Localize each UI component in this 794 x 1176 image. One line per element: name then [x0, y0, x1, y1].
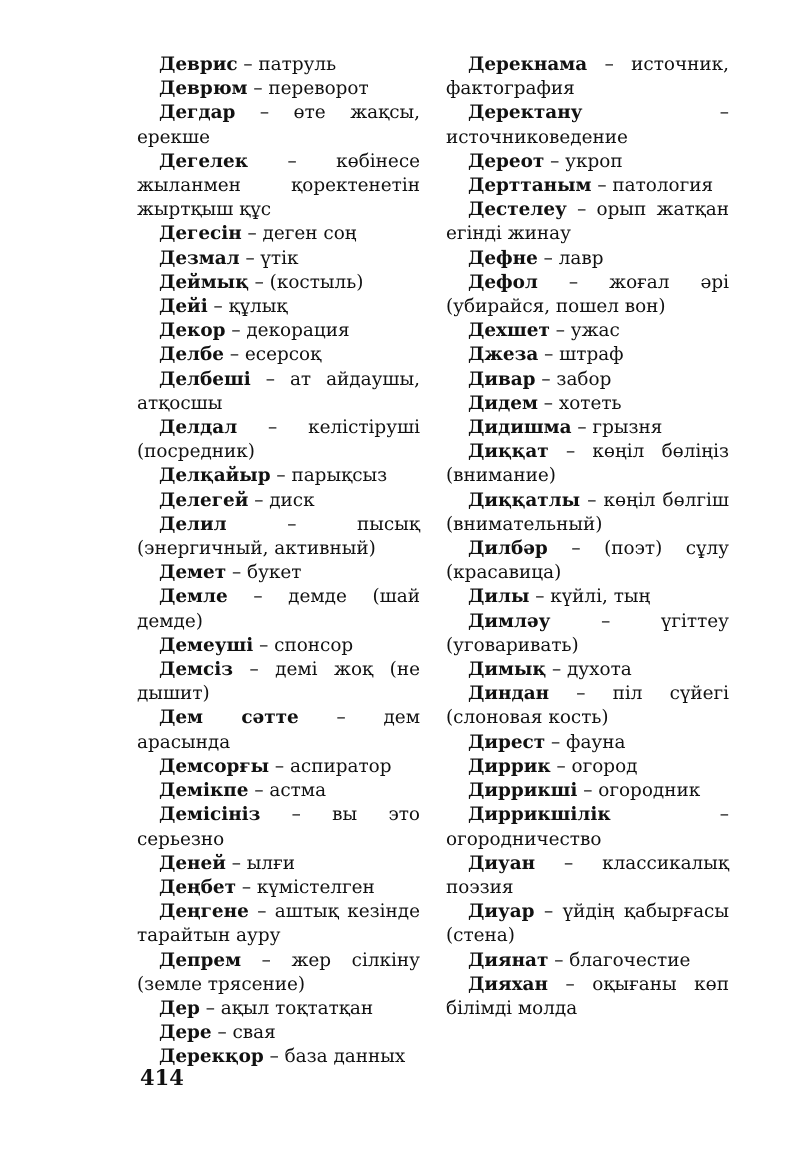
entry-definition: – база данных — [263, 1046, 406, 1068]
dictionary-entry — [446, 973, 729, 1021]
entry-definition: – өте жақсы, ерекше — [137, 102, 420, 148]
entry-headword: Дирест — [468, 731, 546, 753]
page-number: 414 — [140, 1065, 184, 1090]
entry-headword: Дестелеу — [468, 199, 567, 221]
entry-headword: Диққат — [468, 441, 549, 463]
left-column — [137, 53, 420, 1070]
entry-headword: Дивар — [468, 368, 536, 390]
dictionary-entry — [137, 247, 420, 271]
dictionary-entry — [446, 319, 729, 343]
entry-headword: Демле — [159, 586, 228, 608]
entry-definition: – патология — [591, 175, 714, 197]
entry-headword: Диуан — [468, 852, 536, 874]
entry-definition: – ылғи — [225, 852, 295, 874]
entry-headword: Джеза — [468, 344, 539, 366]
entry-headword: Дияхан — [468, 973, 548, 995]
entry-definition: – құлық — [207, 296, 288, 318]
entry-definition: – диск — [248, 489, 315, 511]
entry-headword: Диянат — [468, 949, 549, 971]
entry-definition: – классикалық поэзия — [446, 852, 729, 898]
entry-headword: Диққатлы — [468, 489, 581, 511]
entry-definition: – лавр — [537, 247, 604, 269]
entry-definition: – күмістелген — [236, 876, 375, 898]
dictionary-entry — [446, 198, 729, 246]
entry-definition: – орып жатқан егінді жинау — [446, 199, 729, 245]
dictionary-entry — [137, 779, 420, 803]
dictionary-entry — [446, 585, 729, 609]
dictionary-entry — [446, 416, 729, 440]
entry-definition: – күйлі, тың — [529, 586, 651, 608]
entry-definition: – хотеть — [537, 392, 622, 414]
entry-headword: Диррикші — [468, 780, 578, 802]
entry-headword: Демісініз — [159, 804, 261, 826]
entry-definition: – букет — [226, 562, 302, 584]
entry-headword: Дейі — [159, 296, 208, 318]
entry-definition: – демі жоқ (не дышит) — [137, 659, 420, 705]
dictionary-entry — [137, 561, 420, 585]
dictionary-entry — [446, 174, 729, 198]
entry-headword: Дегдар — [159, 102, 236, 124]
entry-definition: – ақыл тоқтатқан — [199, 997, 374, 1019]
entry-definition: – декорация — [225, 320, 350, 342]
dictionary-entry — [446, 343, 729, 367]
entry-headword: Дерттаным — [468, 175, 592, 197]
dictionary-entry — [137, 852, 420, 876]
entry-headword: Дер — [159, 997, 200, 1019]
entry-headword: Димләу — [468, 610, 551, 632]
entry-definition: – үйдің қабырғасы (стена) — [446, 901, 729, 947]
entry-headword: Дерекнама — [468, 54, 588, 75]
entry-definition: – штраф — [538, 344, 624, 366]
dictionary-entry — [137, 489, 420, 513]
dictionary-entry — [446, 949, 729, 973]
dictionary-entry — [446, 392, 729, 416]
dictionary-entry — [446, 755, 729, 779]
entry-headword: Дерекқор — [159, 1046, 264, 1068]
dictionary-entry — [137, 585, 420, 633]
dictionary-entry — [137, 77, 420, 101]
entry-headword: Декор — [159, 320, 226, 342]
entry-headword: Дилы — [468, 586, 530, 608]
entry-definition: – огородничество — [446, 804, 729, 850]
entry-headword: Диррик — [468, 755, 551, 777]
entry-definition: – есерсоқ — [224, 344, 322, 366]
entry-headword: Дефне — [468, 247, 538, 269]
entry-headword: Дереот — [468, 150, 545, 172]
dictionary-entry — [446, 101, 729, 149]
dictionary-entry — [137, 101, 420, 149]
dictionary-entry — [446, 610, 729, 658]
dictionary-entry — [137, 876, 420, 900]
entry-headword: Делил — [159, 513, 227, 535]
entry-definition: – келістіруші (посредник) — [137, 417, 420, 463]
dictionary-entry — [446, 731, 729, 755]
dictionary-entry — [137, 53, 420, 77]
dictionary-entry — [137, 343, 420, 367]
entry-headword: Димық — [468, 659, 547, 681]
entry-headword: Деректану — [468, 102, 583, 124]
entry-definition: – үтік — [239, 247, 299, 269]
entry-definition: – піл сүйегі (слоновая кость) — [446, 683, 729, 729]
entry-definition: – источниковедение — [446, 102, 729, 148]
entry-definition: – парықсыз — [270, 465, 388, 487]
dictionary-entry — [137, 222, 420, 246]
dictionary-entry — [137, 949, 420, 997]
entry-definition: – ужас — [549, 320, 620, 342]
entry-headword: Демет — [159, 562, 227, 584]
entry-definition: – оқығаны көп білімді молда — [446, 973, 729, 1019]
dictionary-entry — [137, 513, 420, 561]
dictionary-entry — [446, 537, 729, 585]
entry-headword: Деңгене — [159, 901, 249, 923]
dictionary-entry — [446, 53, 729, 101]
entry-definition: – укроп — [544, 150, 623, 172]
dictionary-entry — [137, 803, 420, 851]
right-column — [446, 53, 729, 1021]
entry-headword: Дем сәтте — [159, 707, 299, 729]
entry-headword: Дефол — [468, 271, 538, 293]
entry-definition: – грызня — [571, 417, 663, 439]
entry-headword: Деней — [159, 852, 226, 874]
entry-headword: Дехшет — [468, 320, 550, 342]
entry-definition: – огородник — [577, 780, 701, 802]
entry-definition: – огород — [550, 755, 638, 777]
dictionary-entry — [137, 319, 420, 343]
dictionary-entry — [137, 464, 420, 488]
dictionary-entry — [137, 295, 420, 319]
entry-headword: Диндан — [468, 683, 550, 705]
dictionary-entry — [446, 803, 729, 851]
entry-definition: – деген соң — [241, 223, 357, 245]
dictionary-entry — [137, 1021, 420, 1045]
entry-headword: Дилбәр — [468, 538, 548, 560]
entry-headword: Демсорғы — [159, 755, 270, 777]
dictionary-entry — [446, 852, 729, 900]
dictionary-entry — [446, 368, 729, 392]
entry-definition: – ат айдаушы, атқосшы — [137, 368, 420, 414]
entry-headword: Демікпе — [159, 780, 249, 802]
entry-definition: – (костыль) — [248, 271, 364, 293]
dictionary-entry — [137, 368, 420, 416]
dictionary-entry — [137, 150, 420, 223]
entry-headword: Демсіз — [159, 659, 233, 681]
entry-definition: – благочестие — [548, 949, 691, 971]
entry-definition: – пысық (энергичный, активный) — [137, 513, 420, 560]
dictionary-entry — [137, 997, 420, 1021]
entry-headword: Диррикшілік — [468, 804, 611, 826]
entry-definition: – жоғал әрі (убирайся, пошел вон) — [446, 271, 729, 318]
entry-headword: Дезмал — [159, 247, 240, 269]
entry-headword: Делдал — [159, 417, 238, 439]
entry-definition: – (поэт) сұлу (красавица) — [446, 538, 729, 584]
entry-definition: – спонсор — [253, 634, 354, 656]
entry-headword: Делбе — [159, 344, 224, 366]
dictionary-entry — [446, 779, 729, 803]
entry-headword: Дидем — [468, 392, 538, 414]
entry-definition: – патруль — [237, 54, 337, 75]
entry-definition: – забор — [535, 368, 612, 390]
entry-definition: – источник, фактография — [446, 54, 729, 100]
dictionary-entry — [446, 150, 729, 174]
dictionary-entry — [137, 706, 420, 754]
entry-headword: Делбеші — [159, 368, 251, 390]
entry-definition: – астма — [248, 780, 327, 802]
entry-definition: – аштық кезінде тарайтын ауру — [137, 901, 420, 947]
dictionary-entry — [137, 658, 420, 706]
dictionary-entry — [446, 682, 729, 730]
entry-headword: Делегей — [159, 489, 249, 511]
entry-headword: Дегесін — [159, 223, 242, 245]
dictionary-entry — [446, 658, 729, 682]
entry-definition: – свая — [211, 1022, 276, 1044]
entry-headword: Дере — [159, 1022, 212, 1044]
entry-definition: – жер сілкіну (земле трясение) — [137, 949, 420, 995]
dictionary-entry — [137, 755, 420, 779]
entry-headword: Деврис — [159, 54, 238, 75]
entry-definition: – көбінесе жыланмен қоректенетін жыртқыш құс — [137, 150, 420, 221]
entry-definition: – духота — [546, 659, 632, 681]
entry-headword: Дегелек — [159, 150, 248, 172]
entry-definition: – дем арасында — [137, 707, 420, 753]
dictionary-entry — [137, 416, 420, 464]
dictionary-entry — [137, 900, 420, 948]
entry-definition: – үгіттеу (уговаривать) — [446, 610, 729, 656]
entry-headword: Деймық — [159, 271, 249, 293]
entry-definition: – көңіл бөліңіз (внимание) — [446, 441, 729, 487]
entry-definition: – вы это серьезно — [137, 804, 420, 850]
dictionary-entry — [446, 440, 729, 488]
entry-headword: Деңбет — [159, 876, 237, 898]
entry-definition: – аспиратор — [269, 755, 392, 777]
dictionary-entry — [446, 247, 729, 271]
dictionary-entry — [446, 900, 729, 948]
dictionary-entry — [137, 271, 420, 295]
entry-headword: Демеуші — [159, 634, 254, 656]
entry-definition: – переворот — [247, 78, 369, 100]
entry-headword: Диуар — [468, 901, 535, 923]
dictionary-entry — [446, 489, 729, 537]
entry-headword: Дидишма — [468, 417, 572, 439]
entry-definition: – демде (шай демде) — [137, 586, 420, 632]
entry-headword: Деврюм — [159, 78, 248, 100]
dictionary-entry — [137, 634, 420, 658]
entry-headword: Делқайыр — [159, 465, 271, 487]
entry-headword: Депрем — [159, 949, 242, 971]
entry-definition: – фауна — [545, 731, 626, 753]
entry-definition: – көңіл бөлгіш (внимательный) — [446, 489, 729, 535]
dictionary-entry — [446, 271, 729, 319]
